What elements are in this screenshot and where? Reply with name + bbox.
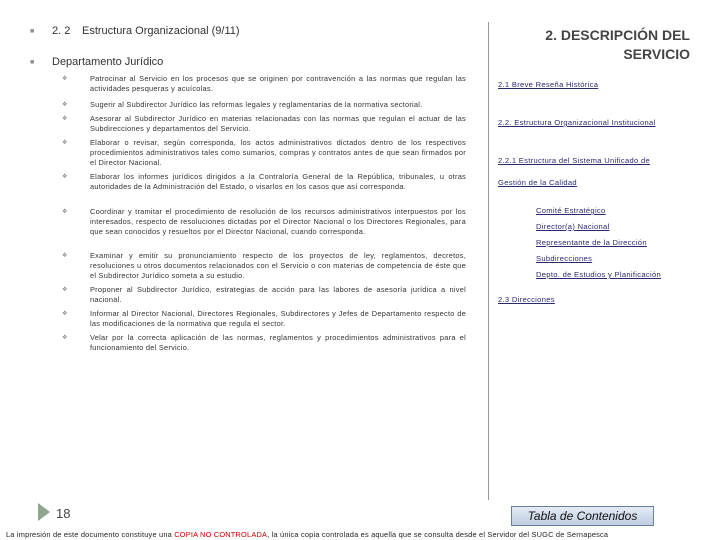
nav-link-subdirecciones[interactable]: Subdirecciones	[536, 254, 593, 263]
section-heading-line-1: 2. DESCRIPCIÓN DEL	[545, 27, 690, 43]
list-item-text: Elaborar los informes jurídicos dirigidos a la Contraloría General de la República, tribunales, u otras autoridades de la Administración del Estado, o visarlos en los casos que así corresponda.	[90, 172, 466, 191]
nav-link-resena-historica[interactable]: 2.1 Breve Reseña Histórica	[498, 80, 599, 89]
footer-text-start: La impresión de este documento constituye una	[6, 530, 175, 539]
list-item-text: Patrocinar al Servicio en los procesos que se originen por contravención a las normas que regulan las actividades pesqueras y acuícolas.	[90, 74, 466, 93]
footer-disclaimer	[6, 530, 714, 539]
list-item-text: Informar al Director Nacional, Directores Regionales, Subdirectores y Jefes de Departamento respecto de las modificaciones de la normativa que regula el sector.	[90, 309, 466, 328]
sub-bullet-icon: ❖	[62, 287, 68, 293]
list-item-text: Elaborar o revisar, según corresponda, los actos administrativos dictados dentro de los respectivos procedimientos administrativos tales como sumarios, compras y contratos antes de que sean firmados por el Director Nacional.	[90, 138, 466, 167]
section-heading	[494, 26, 690, 64]
nav-link-estudios-planificacion[interactable]: Depto. de Estudios y Planificación	[536, 270, 662, 279]
page-number: 18	[56, 506, 71, 521]
footer-uncontrolled-copy: COPIA NO CONTROLADA	[174, 530, 268, 539]
sub-bullet-icon: ❖	[62, 311, 68, 317]
vertical-divider	[488, 22, 489, 500]
sub-bullet-icon: ❖	[62, 174, 68, 180]
sub-bullet-icon: ❖	[62, 335, 68, 341]
nav-link-direcciones[interactable]: 2.3 Direcciones	[498, 295, 555, 304]
list-item-text: Sugerir al Subdirector Jurídico las reformas legales y reglamentarias de la normativa sectorial.	[90, 100, 423, 109]
list-item-text: Velar por la correcta aplicación de las normas, reglamentos y procedimientos administrativos para el funcionamiento del Servicio.	[90, 333, 466, 352]
table-of-contents-button[interactable]: Tabla de Contenidos	[511, 506, 654, 526]
footer-text-end: , la única copia controlada es aquella que se consulta desde el Servidor del SUGC de Sernapesca	[267, 530, 609, 539]
list-item-text: Asesorar al Subdirector Jurídico en materias relacionadas con las normas que regulan el actuar de las Subdirecciones y departamentos del Servicio.	[90, 114, 466, 133]
section-number: 2. 2	[52, 25, 71, 37]
list-item-text: Proponer al Subdirector Jurídico, estrategias de acción para las labores de asesoría jurídica a nivel nacional.	[90, 285, 466, 304]
section-heading-line-2: SERVICIO	[623, 46, 690, 62]
list-item-text: Examinar y emitir su pronunciamiento respecto de los proyectos de ley, reglamentos, decretos, resoluciones u otros documentos relacionados con el Servicio o con materias de competencia de éste que el Subdirector Jurídico someta a su estudio.	[90, 251, 466, 280]
bullet-icon: ■	[30, 28, 35, 35]
page-arrow-icon	[38, 503, 50, 521]
nav-link-gestion-calidad[interactable]: Gestión de la Calidad	[498, 178, 577, 187]
sub-bullet-icon: ❖	[62, 253, 68, 259]
sub-bullet-icon: ❖	[62, 116, 68, 122]
bullet-icon: ■	[30, 59, 35, 66]
list-item-text: Coordinar y tramitar el procedimiento de resolución de los recursos administrativos interpuestos por los interesados, respecto de resoluciones dictadas por el Director Nacional o los Directores Regionales, para que sean conocidos y resueltos por el Director Nacional, cuando corresponda.	[90, 207, 466, 236]
sub-bullet-icon: ❖	[62, 102, 68, 108]
department-heading: Departamento Jurídico	[52, 56, 164, 68]
sub-bullet-icon: ❖	[62, 140, 68, 146]
sub-bullet-icon: ❖	[62, 76, 68, 82]
nav-link-comite-estrategico[interactable]: Comité Estratégico	[536, 206, 606, 215]
nav-link-estructura-institucional[interactable]: 2.2. Estructura Organizacional Institucional	[498, 118, 656, 127]
sub-bullet-icon: ❖	[62, 209, 68, 215]
nav-link-representante-direccion[interactable]: Representante de la Dirección	[536, 238, 647, 247]
nav-link-director-nacional[interactable]: Director(a) Nacional	[536, 222, 610, 231]
nav-link-estructura-sugc[interactable]: 2.2.1 Estructura del Sistema Unificado de	[498, 156, 651, 165]
section-title: Estructura Organizacional (9/11)	[82, 25, 240, 37]
